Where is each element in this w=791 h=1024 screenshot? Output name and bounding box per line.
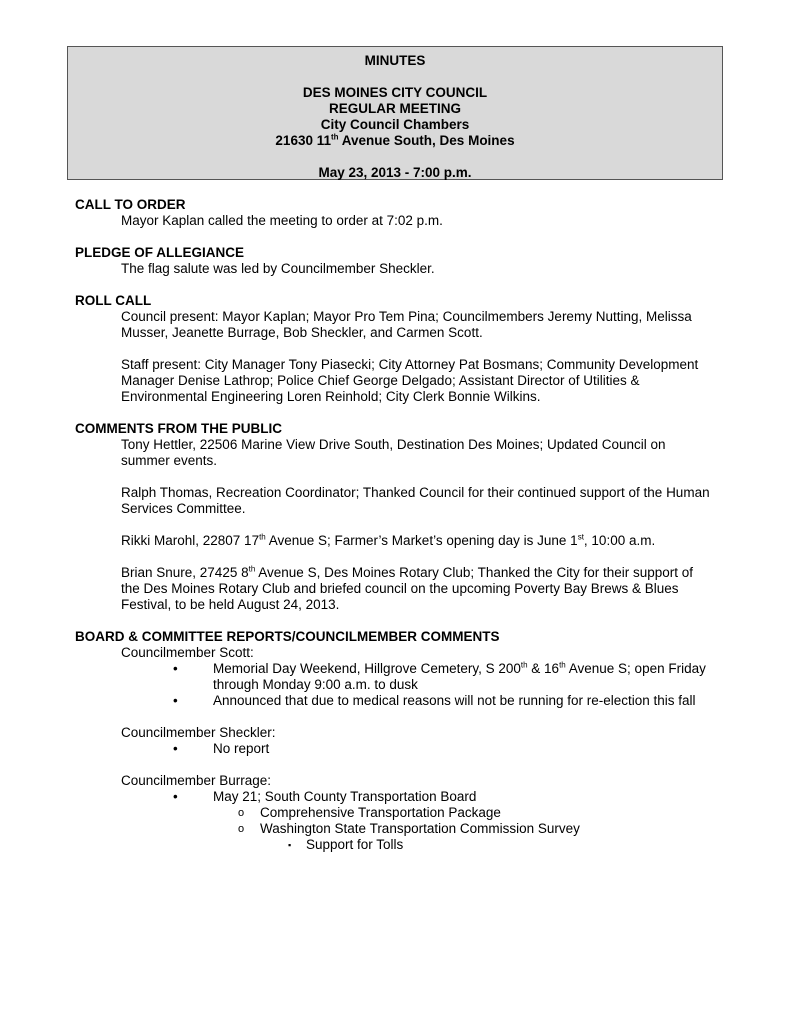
bullet-icon: •: [173, 661, 178, 676]
council-present: Council present: Mayor Kaplan; Mayor Pro Tem Pina; Councilmembers Jeremy Nutting, Melissa Musser, Jeanette Burrage, Bob Sheckler, and Carmen Scott.: [121, 309, 692, 340]
meeting-date: May 23, 2013 - 7:00 p.m.: [318, 165, 472, 180]
councilmember-label: Councilmember Sheckler:: [121, 725, 276, 740]
report-list: [75, 661, 715, 709]
section-heading: CALL TO ORDER: [75, 197, 186, 212]
bullet-icon: •: [173, 789, 178, 804]
report-list: [75, 741, 715, 757]
section-pledge: [75, 245, 715, 277]
council-name: DES MOINES CITY COUNCIL: [302, 85, 488, 100]
staff-present: Staff present: City Manager Tony Piasecki; City Attorney Pat Bosmans; Community Development Manager Denise Lathrop; Police Chief George Delgado; Assistant Director of Utilities & Environmental Engineering Loren Reinhold; City Clerk Bonnie Wilkins.: [121, 357, 699, 404]
public-comment: Ralph Thomas, Recreation Coordinator; Thanked Council for their continued support of the Human Services Committee.: [121, 485, 710, 516]
section-text: The flag salute was led by Councilmember Sheckler.: [121, 261, 435, 276]
list-item: • May 21; South County Transportation Board: [173, 789, 477, 804]
header-box: [67, 46, 723, 180]
councilmember-label: Councilmember Scott:: [121, 645, 254, 660]
list-item: • Memorial Day Weekend, Hillgrove Cemetery, S 200th & 16th Avenue S; open Friday through Monday 9:00 a.m. to dusk: [173, 660, 706, 692]
section-heading: PLEDGE OF ALLEGIANCE: [75, 245, 245, 260]
section-heading: COMMENTS FROM THE PUBLIC: [75, 421, 282, 436]
circle-bullet-icon: o: [238, 807, 245, 819]
section-text: Mayor Kaplan called the meeting to order at 7:02 p.m.: [121, 213, 443, 228]
venue: City Council Chambers: [320, 117, 470, 132]
sub-sub-list: [75, 837, 715, 853]
list-item: • Announced that due to medical reasons will not be running for re-election this fall: [173, 693, 696, 708]
list-item: ▪ Support for Tolls: [288, 837, 404, 852]
public-comment: Rikki Marohl, 22807 17th Avenue S; Farmer’s Market’s opening day is June 1st, 10:00 a.m.: [121, 532, 656, 548]
address: 21630 11th Avenue South, Des Moines: [275, 132, 515, 148]
section-heading: ROLL CALL: [75, 293, 152, 308]
list-item: o Washington State Transportation Commission Survey: [238, 821, 580, 836]
bullet-icon: •: [173, 693, 178, 708]
section-roll-call: [75, 293, 715, 405]
square-bullet-icon: ▪: [288, 840, 292, 850]
section-public-comments: [75, 421, 715, 613]
list-item: • No report: [173, 741, 270, 756]
public-comment: Tony Hettler, 22506 Marine View Drive South, Destination Des Moines; Updated Council on summer events.: [121, 437, 666, 468]
doc-title: MINUTES: [364, 53, 426, 68]
section-heading: BOARD & COMMITTEE REPORTS/COUNCILMEMBER COMMENTS: [75, 629, 500, 644]
section-reports: [75, 629, 715, 853]
bullet-icon: •: [173, 741, 178, 756]
circle-bullet-icon: o: [238, 823, 245, 835]
meeting-type: REGULAR MEETING: [328, 101, 461, 116]
section-call-to-order: [75, 197, 715, 229]
report-list: [75, 789, 715, 805]
sub-list: [75, 805, 715, 837]
councilmember-label: Councilmember Burrage:: [121, 773, 272, 788]
list-item: o Comprehensive Transportation Package: [238, 805, 501, 820]
public-comment: Brian Snure, 27425 8th Avenue S, Des Moines Rotary Club; Thanked the City for their support of the Des Moines Rotary Club and briefed council on the upcoming Poverty Bay Brews & Blues Festival, to be held August 24, 2013.: [121, 564, 693, 612]
minutes-body: [75, 197, 715, 869]
